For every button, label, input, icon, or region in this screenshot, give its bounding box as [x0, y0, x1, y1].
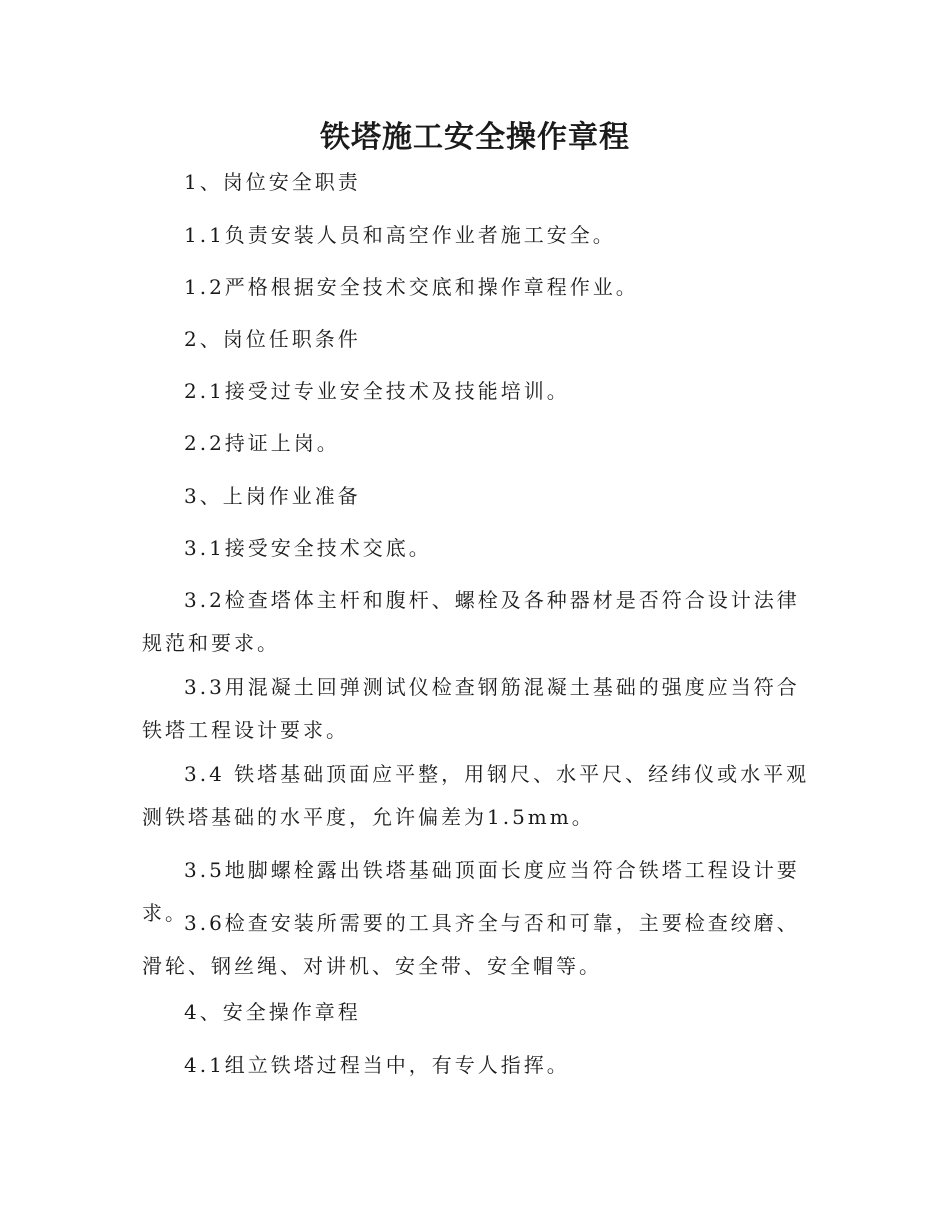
paragraph-3-6: 3.6检查安装所需要的工具齐全与否和可靠，主要检查绞磨、滑轮、钢丝绳、对讲机、安全带、安全帽等。 — [142, 911, 800, 978]
section-heading-3: 3、上岗作业准备 — [184, 484, 361, 508]
paragraph-3-2: 3.2检查塔体主杆和腹杆、螺栓及各种器材是否符合设计法律规范和要求。 — [142, 588, 800, 655]
document-title: 铁塔施工安全操作章程 — [320, 120, 630, 155]
section-heading-4: 4、安全操作章程 — [184, 1000, 361, 1024]
paragraph-4-1: 4.1组立铁塔过程当中，有专人指挥。 — [184, 1053, 570, 1077]
section-heading-1: 1、岗位安全职责 — [184, 170, 361, 194]
paragraph-1-2: 1.2严格根据安全技术交底和操作章程作业。 — [184, 275, 639, 299]
paragraph-3-1: 3.1接受安全技术交底。 — [184, 536, 432, 560]
paragraph-3-3: 3.3用混凝土回弹测试仪检查钢筋混凝土基础的强度应当符合铁塔工程设计要求。 — [142, 675, 800, 742]
section-heading-2: 2、岗位任职条件 — [184, 327, 361, 351]
paragraph-3-4: 3.4 铁塔基础顶面应平整，用钢尺、水平尺、经纬仪或水平观测铁塔基础的水平度，允许偏差为1.5mm。 — [142, 762, 810, 829]
paragraph-2-2: 2.2持证上岗。 — [184, 431, 340, 455]
paragraph-2-1: 2.1接受过专业安全技术及技能培训。 — [184, 379, 570, 403]
paragraph-1-1: 1.1负责安装人员和高空作业者施工安全。 — [184, 223, 616, 247]
paragraph-3-5: 3.5地脚螺栓露出铁塔基础顶面长度应当符合铁塔工程设计要求。 — [142, 858, 800, 925]
